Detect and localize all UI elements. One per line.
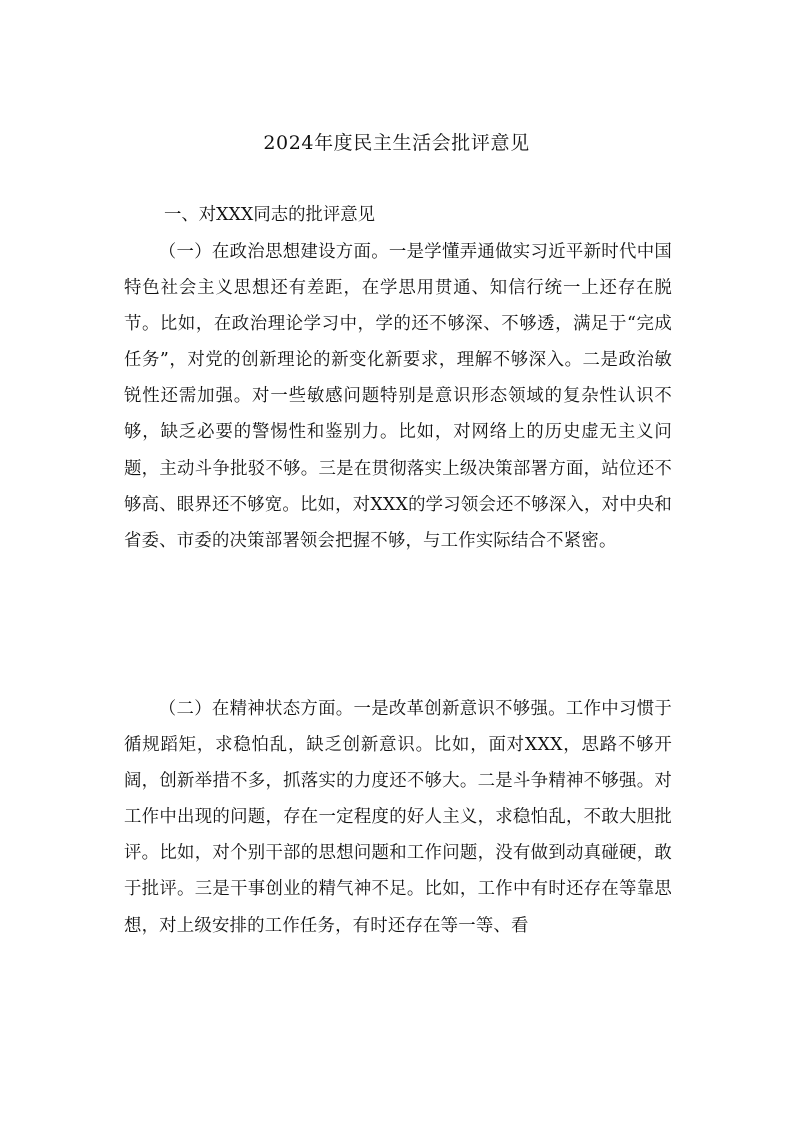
section-heading: 一、对XXX同志的批评意见: [164, 205, 376, 225]
document-title: 2024年度民主生活会批评意见: [263, 132, 530, 154]
paragraph-mental-state: （二）在精神状态方面。一是改革创新意识不够强。工作中习惯于循规蹈矩，求稳怕乱，缺乏创新意识。比如，面对XXX，思路不够开阔，创新举措不多，抓落实的力度还不够大。二是斗争精神不够强。对工作中出现的问题，存在一定程度的好人主义，求稳怕乱，不敢大胆批评。比如，对个别干部的思想问题和工作问题，没有做到动真碰硬，敢于批评。三是干事创业的精气神不足。比如，工作中有时还存在等靠思想，对上级安排的工作任务，有时还存在等一等、看: [124, 699, 672, 936]
paragraph-political-thought: （一）在政治思想建设方面。一是学懂弄通做实习近平新时代中国特色社会主义思想还有差距，在学思用贯通、知信行统一上还存在脱节。比如，在政治理论学习中，学的还不够深、不够透，满足于“完成任务”，对党的创新理论的新变化新要求，理解不够深入。二是政治敏锐性还需加强。对一些敏感问题特别是意识形态领域的复杂性认识不够，缺乏必要的警惕性和鉴别力。比如，对网络上的历史虚无主义问题，主动斗争批驳不够。三是在贯彻落实上级决策部署方面，站位还不够高、眼界还不够宽。比如，对XXX的学习领会还不够深入，对中央和省委、市委的决策部署领会把握不够，与工作实际结合不紧密。: [124, 242, 672, 551]
